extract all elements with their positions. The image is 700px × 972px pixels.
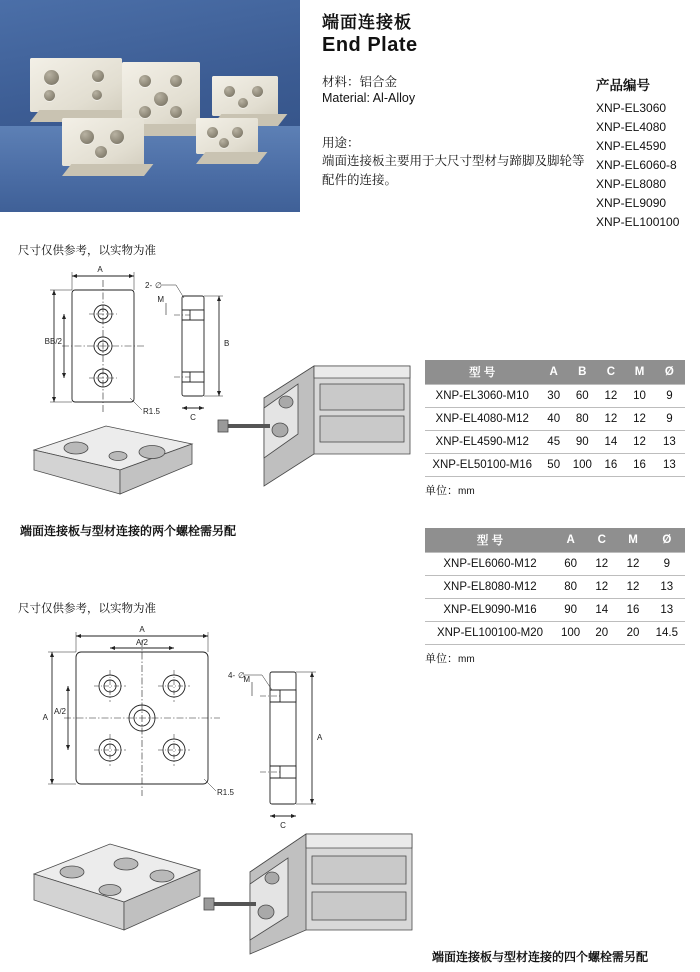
cell-diameter: 13	[649, 599, 685, 622]
svg-text:A: A	[139, 625, 145, 634]
cell-m: 10	[625, 385, 654, 408]
svg-text:R1.5: R1.5	[217, 788, 234, 797]
table-row	[425, 599, 685, 622]
photo-block-5	[196, 118, 258, 154]
cell-c: 16	[597, 454, 626, 477]
col-c: C	[597, 360, 626, 385]
product-code: XNP-EL100100	[596, 215, 680, 229]
svg-text:A: A	[317, 733, 323, 742]
cell-model: XNP-EL50100-M16	[425, 454, 539, 477]
svg-text:C: C	[280, 821, 286, 830]
table-row	[425, 454, 685, 477]
cell-c: 14	[597, 431, 626, 454]
col-a: A	[539, 360, 568, 385]
spec-table-1	[425, 360, 685, 477]
svg-text:4-: 4-	[228, 671, 236, 680]
svg-text:M: M	[157, 295, 164, 304]
cell-c: 12	[597, 385, 626, 408]
table-header-row	[425, 528, 685, 553]
reference-note-top: 尺寸仅供参考，以实物为准	[18, 245, 156, 257]
iso-plate-top	[34, 426, 192, 494]
cell-m: 12	[617, 553, 648, 576]
iso-extrusion-top	[218, 366, 410, 486]
unit-value: mm	[458, 486, 475, 497]
spec-table-2-wrapper	[425, 528, 685, 666]
svg-text:∅: ∅	[155, 281, 162, 290]
cell-m: 16	[625, 454, 654, 477]
cell-diameter: 13	[649, 576, 685, 599]
product-code: XNP-EL8080	[596, 177, 667, 191]
technical-drawing-bottom	[14, 616, 424, 956]
cell-a: 60	[555, 553, 586, 576]
col-m: M	[625, 360, 654, 385]
cell-a: 40	[539, 408, 568, 431]
product-code: XNP-EL4080	[596, 120, 667, 134]
cell-diameter: 9	[654, 408, 685, 431]
col-model: 型 号	[425, 360, 539, 385]
unit-value: mm	[458, 654, 475, 665]
svg-text:B: B	[224, 339, 230, 348]
cell-b: 100	[568, 454, 597, 477]
table-header-row	[425, 360, 685, 385]
unit-note-1	[425, 482, 685, 498]
cell-m: 16	[617, 599, 648, 622]
cell-b: 90	[568, 431, 597, 454]
col-c: C	[586, 528, 617, 553]
unit-label: 单位：	[425, 653, 458, 665]
technical-drawing-top	[14, 258, 424, 513]
spec-table-1-wrapper	[425, 360, 685, 498]
page-header	[0, 0, 700, 232]
col-model: 型 号	[425, 528, 555, 553]
cell-model: XNP-EL4590-M12	[425, 431, 539, 454]
bolt-note-two: 端面连接板与型材连接的两个螺栓需另配	[20, 524, 237, 538]
col-m: M	[617, 528, 648, 553]
svg-text:B/2: B/2	[49, 337, 62, 346]
col-diameter: Ø	[649, 528, 685, 553]
cell-diameter: 13	[654, 454, 685, 477]
material-label-cn: 材料：铝合金	[322, 75, 398, 89]
cell-model: XNP-EL100100-M20	[425, 622, 555, 645]
product-code: XNP-EL3060	[596, 101, 667, 115]
cell-m: 12	[617, 576, 648, 599]
product-code: XNP-EL6060-8	[596, 158, 677, 172]
cell-c: 12	[597, 408, 626, 431]
cell-model: XNP-EL3060-M10	[425, 385, 539, 408]
product-code-list	[596, 99, 679, 232]
svg-text:M: M	[243, 675, 250, 684]
cell-a: 45	[539, 431, 568, 454]
cell-c: 12	[586, 576, 617, 599]
product-photo-main	[0, 0, 300, 212]
cell-a: 30	[539, 385, 568, 408]
cell-model: XNP-EL6060-M12	[425, 553, 555, 576]
cell-model: XNP-EL8080-M12	[425, 576, 555, 599]
table-row	[425, 622, 685, 645]
svg-text:A: A	[42, 713, 48, 722]
photo-block-3	[212, 76, 278, 116]
cell-model: XNP-EL4080-M12	[425, 408, 539, 431]
product-code: XNP-EL9090	[596, 196, 667, 210]
spec-table-2	[425, 528, 685, 645]
cell-c: 14	[586, 599, 617, 622]
product-code: XNP-EL4590	[596, 139, 667, 153]
svg-text:A/2: A/2	[135, 638, 149, 647]
table-row	[425, 576, 685, 599]
bolt-note-four: 端面连接板与型材连接的四个螺栓需另配	[432, 950, 649, 964]
page-title-en: End Plate	[322, 34, 418, 56]
table-row	[425, 408, 685, 431]
cell-diameter: 9	[649, 553, 685, 576]
svg-text:C: C	[190, 413, 196, 422]
usage-text: 端面连接板主要用于大尺寸型材与蹄脚及脚轮等配件的连接。	[322, 154, 585, 187]
table-row	[425, 431, 685, 454]
cell-a: 90	[555, 599, 586, 622]
usage-label: 用途：	[322, 136, 360, 150]
col-diameter: Ø	[654, 360, 685, 385]
table-row	[425, 385, 685, 408]
reference-note-bottom: 尺寸仅供参考，以实物为准	[18, 603, 156, 615]
cell-a: 50	[539, 454, 568, 477]
unit-label: 单位：	[425, 485, 458, 497]
cell-b: 80	[568, 408, 597, 431]
cell-model: XNP-EL9090-M16	[425, 599, 555, 622]
photo-block-4	[62, 118, 144, 166]
cell-a: 80	[555, 576, 586, 599]
cell-diameter: 13	[654, 431, 685, 454]
cell-b: 60	[568, 385, 597, 408]
cell-c: 12	[586, 553, 617, 576]
cell-diameter: 9	[654, 385, 685, 408]
col-a: A	[555, 528, 586, 553]
cell-m: 12	[625, 431, 654, 454]
col-b: B	[568, 360, 597, 385]
cell-m: 12	[625, 408, 654, 431]
product-code-title: 产品编号	[596, 78, 650, 93]
cell-m: 20	[617, 622, 648, 645]
material-label-en: Material: Al-Alloy	[322, 91, 416, 105]
svg-text:B: B	[44, 337, 50, 346]
iso-extrusion-bottom	[204, 834, 412, 954]
photo-block-1	[30, 58, 122, 112]
cell-c: 20	[586, 622, 617, 645]
photo-block-2	[122, 62, 200, 126]
iso-plate-bottom	[34, 844, 200, 930]
svg-text:A: A	[97, 265, 103, 274]
svg-text:R1.5: R1.5	[143, 407, 160, 416]
table-row	[425, 553, 685, 576]
svg-text:∅: ∅	[238, 671, 245, 680]
svg-text:2-: 2-	[145, 281, 153, 290]
svg-text:A/2: A/2	[53, 707, 66, 716]
cell-a: 100	[555, 622, 586, 645]
cell-diameter: 14.5	[649, 622, 685, 645]
page-title-cn: 端面连接板	[322, 13, 412, 32]
unit-note-2	[425, 650, 685, 666]
